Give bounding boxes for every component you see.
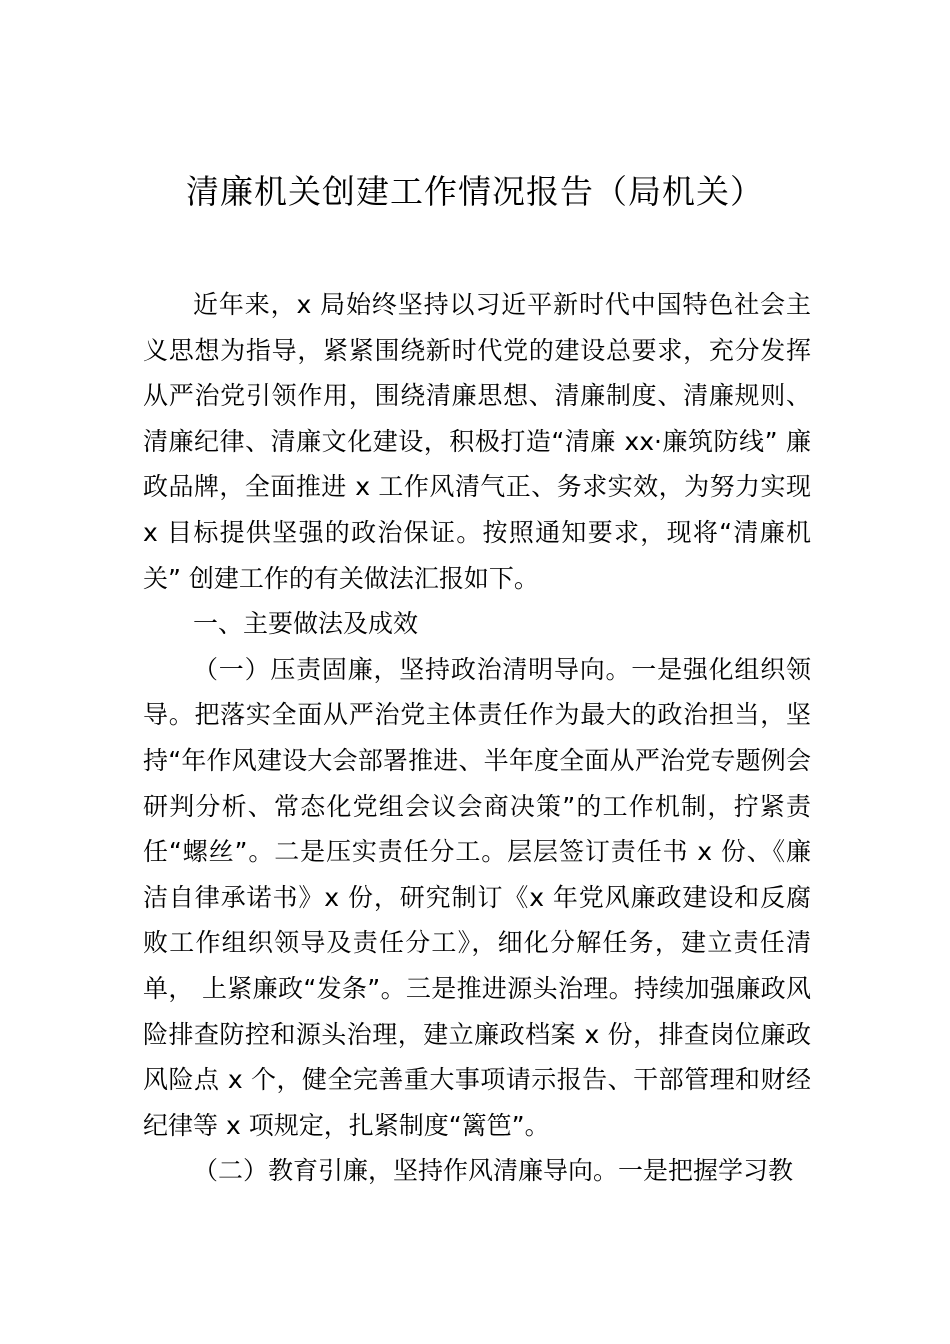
subsection-paragraph-1: （一）压责固廉，坚持政治清明导向。一是强化组织领导。把落实全面从严治党主体责任作为最大的政治担当，坚持“年作风建设大会部署推进、半年度全面从严治党专题例会研判分析、常态化党组会议会商决策”的工作机制，拧紧责任“螺丝”。二是压实责任分工。层层签订责任书 x 份、《廉洁自律承诺书》x 份，研究制订《x 年党风廉政建设和反腐败工作组织领导及责任分工》，细化分解任务，建立责任清单， 上紧廉政“发条”。三是推进源头治理。持续加强廉政风险排查防控和源头治理，建立廉政档案 x 份，排查岗位廉政风险点 x 个，健全完善重大事项请示报告、干部管理和财经纪律等 x 项规定，扎紧制度“篱笆”。 — [143, 654, 811, 1140]
intro-paragraph: 近年来，x 局始终坚持以习近平新时代中国特色社会主义思想为指导，紧紧围绕新时代党的建设总要求，充分发挥从严治党引领作用，围绕清廉思想、清廉制度、清廉规则、清廉纪律、清廉文化建设，积极打造“清廉 xx·廉筑防线” 廉政品牌，全面推进 x 工作风清气正、务求实效，为努力实现 x 目标提供坚强的政治保证。按照通知要求，现将“清廉机关” 创建工作的有关做法汇报如下。 — [143, 290, 811, 593]
document-title: 清廉机关创建工作情况报告（局机关） — [186, 172, 764, 211]
subsection-paragraph-2: （二）教育引廉，坚持作风清廉导向。一是把握学习教 — [193, 1156, 794, 1186]
document-body — [143, 282, 811, 1194]
section-heading: 一、主要做法及成效 — [193, 609, 419, 639]
